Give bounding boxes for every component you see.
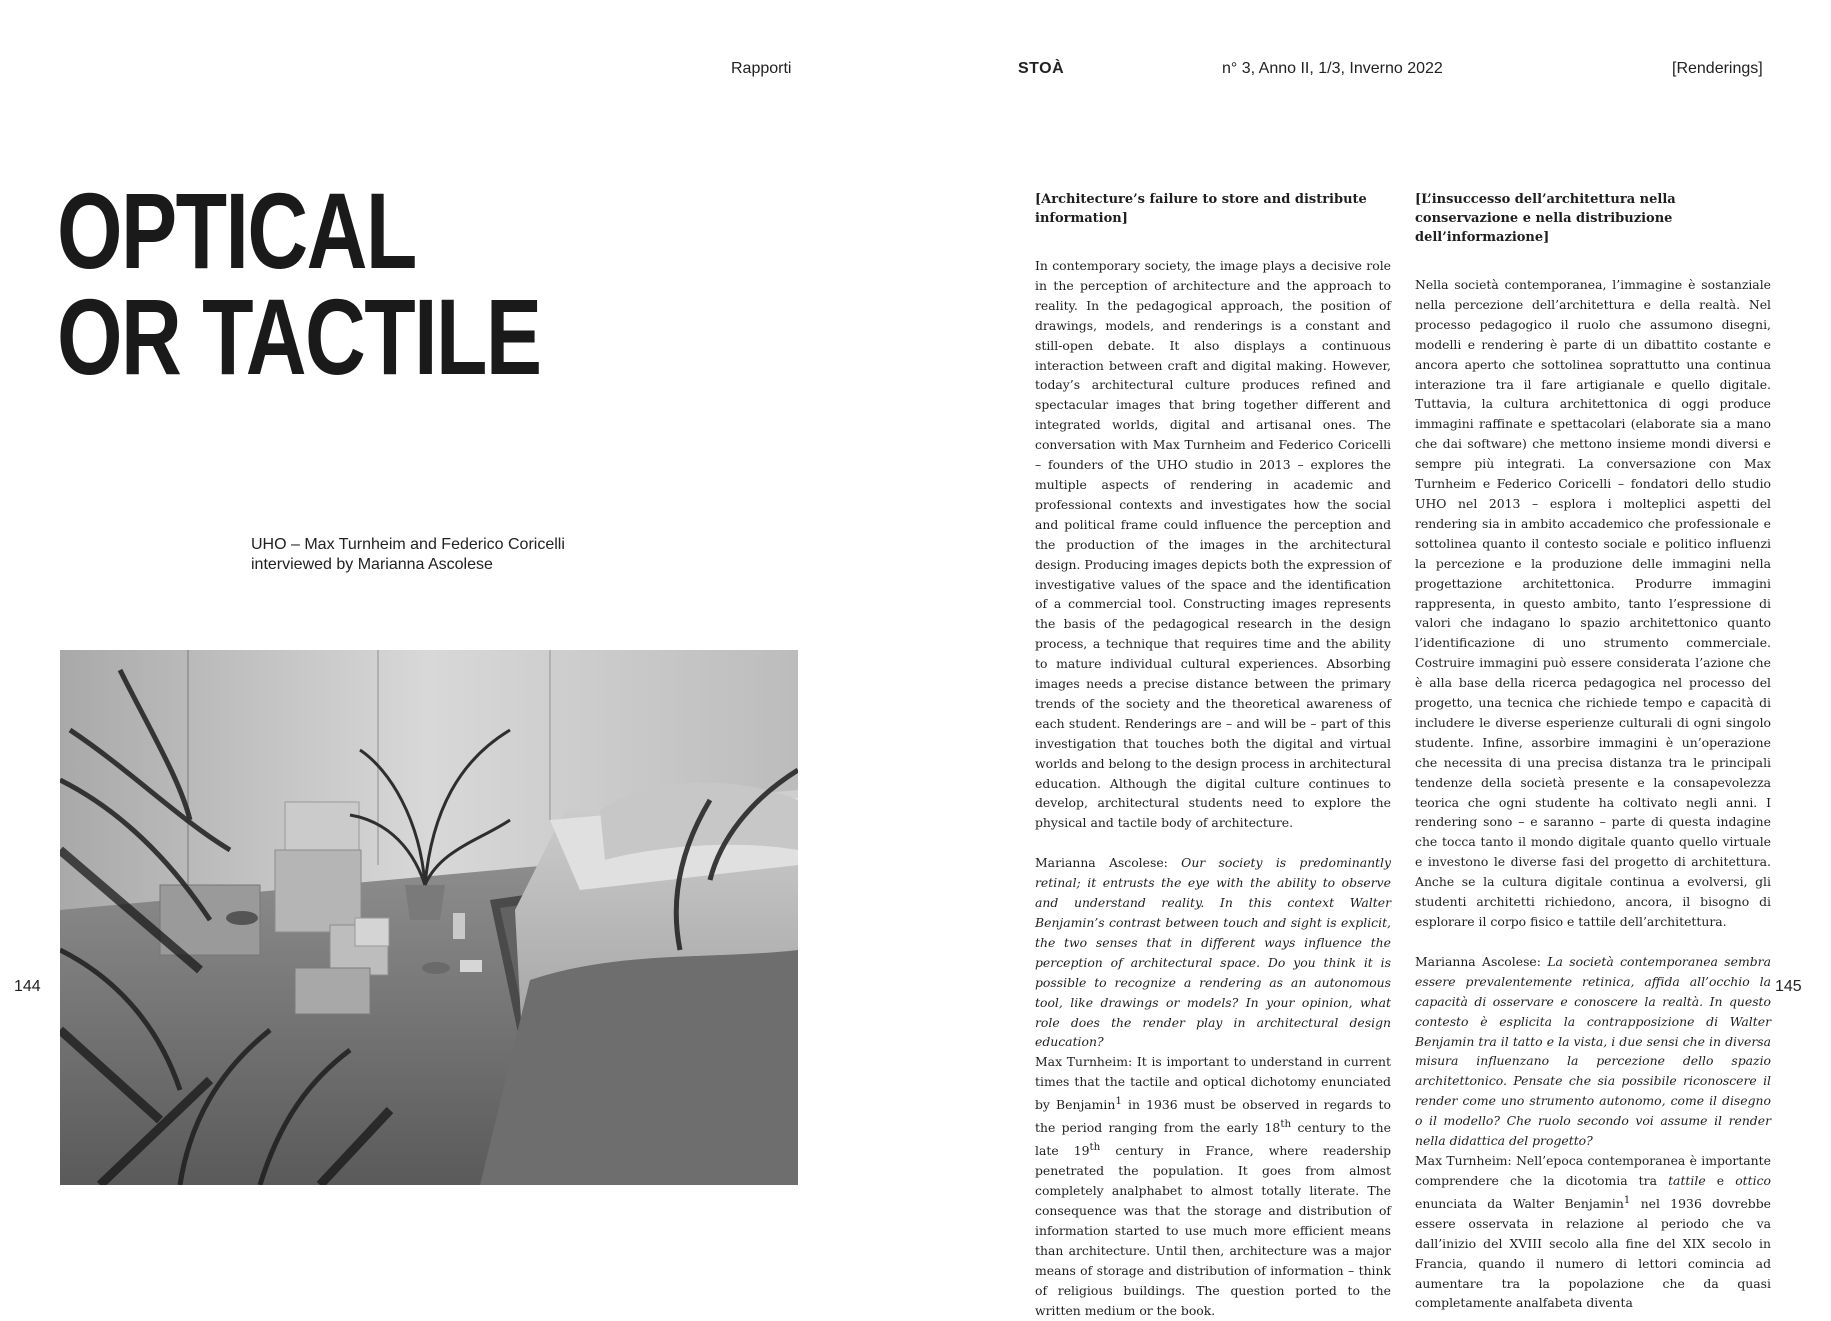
english-ordinal-sup-2: th [1089, 1141, 1101, 1154]
english-question-speaker: Marianna Ascolese: [1035, 855, 1168, 871]
english-question [1035, 853, 1391, 1052]
italian-intro: Nella società contemporanea, l’immagine è sostanziale nella percezione dell’architettura e della realtà. Nel processo pedagogico il ruolo che assumono disegni, modelli e rendering è parte di un dibattito costante e ancora aperto che sottolinea soprattutto una continua interazione tra il fare artigianale e quello digitale. Tuttavia, la cultura architettonica di oggi produce immagini raffinate e spettacolari (elaborate sia a mano che dai software) che mettono insieme mondi diversi e sempre più integrati. La conversazione con Max Turnheim e Federico Coricelli – fondatori dello studio UHO nel 2013 – esplora i molteplici aspetti del rendering sia in ambito accademico che professionale e sottolinea quanto il contesto sociale e politico influenzi la percezione e la produzione delle immagini nella progettazione architettonica. Produrre immagini rappresenta, in questo ambito, tanto l’espressione di valori che indagano lo spazio architettonico quanto l’identificazione di uno strumento commerciale. Costruire immagini può essere considerata l’azione che è alla base della ricerca pedagogica nel processo del progetto, una tecnica che richiede tempo e capacità di includere le diverse esperienze culturali di ogni singolo studente. Infine, assorbire immagini è un’operazione che necessita di una precisa distanza tra le principali tendenze della società presente e la consapevolezza teorica che ogni studente ha coltivato negli anni. I rendering sono – e saranno – parte di questa indagine che tocca tanto il mondo digitale quanto quello virtuale e investono le diverse fasi del progetto di architettura. Anche se la cultura digitale continua a evolversi, gli studenti architetti richiedono, ancora, il bisogno di esplorare il corpo fisico e tattile dell’architettura. [1415, 277, 1771, 929]
italian-heading: [L’insuccesso dell’architettura nella conservazione e nella distribuzione dell’informazione] [1415, 192, 1676, 245]
english-question-text: Our society is predominantly retinal; it entrusts the eye with the ability to observe and understand reality. In this context Walter Benjamin’s contrast between touch and sight is explicit, the two senses that in different ways influence the perception of architectural space. Do you think it is possible to recognize a rendering as an autonomous tool, like drawings or models? In your opinion, what role does the render play in architectural design education? [1035, 855, 1391, 1050]
english-answer-speaker: Max Turnheim: [1035, 1054, 1133, 1070]
italian-question [1415, 952, 1771, 1151]
article-title [57, 170, 541, 397]
header-category: [Renderings] [1672, 60, 1763, 77]
byline [251, 535, 565, 575]
italian-answer-em-1: tattile [1668, 1172, 1706, 1188]
english-answer [1035, 1052, 1391, 1320]
english-footnote-ref: 1 [1115, 1095, 1122, 1108]
header-journal: STOÀ [1018, 60, 1065, 77]
english-answer-text-3: century to the late 19 [1035, 1120, 1391, 1159]
english-answer-text-1: It is important to understand in current times that the tactile and optical dichotomy enunciated by Benjamin [1035, 1054, 1391, 1113]
italian-answer-text-2: e [1705, 1172, 1736, 1188]
italian-answer [1415, 1151, 1771, 1313]
italian-question-text: La società contemporanea sembra essere prevalentemente retinica, affida all’occhio la capacità di osservare e conoscere la realtà. In questo contesto è esplicita la contrapposizione di Walter Benjamin tra il tatto e la vista, i due sensi che in diversa misura influenzano la percezione dello spazio architettonico. Pensate che sia possibile riconoscere il render come uno strumento autonomo, come il disegno o il modello? Che ruolo secondo voi assume il render nella didattica del progetto? [1415, 953, 1771, 1149]
italian-answer-text-3: enunciata da Walter Benjamin [1415, 1195, 1624, 1211]
english-answer-text-4: century in France, where readership penetrated the population. It goes from almost completely analphabet to almost totally literate. The consequence was that the storage and distribution of information started to use much more efficient means than architecture. Until then, architecture was a major means of storage and distribution of information – think of religious buildings. The question ported to the written medium or the book. [1035, 1143, 1392, 1318]
italian-question-speaker: Marianna Ascolese: [1415, 953, 1541, 969]
byline-line-1: UHO – Max Turnheim and Federico Coricelli [251, 536, 565, 553]
italian-column [1415, 190, 1771, 1313]
italian-answer-text-4: nel 1936 dovrebbe essere osservata in relazione al periodo che va dall’inizio del XVIII secolo alla fine del XIX secolo in Francia, quando il numero di lettori comincia ad aumentare tra la popolazione che da quasi completamente analfabeta diventa [1415, 1195, 1771, 1311]
page-number-left: 144 [14, 978, 41, 995]
italian-footnote-ref: 1 [1623, 1193, 1631, 1206]
english-answer-text-2: in 1936 must be observed in regards to the period ranging from the early 18 [1035, 1097, 1391, 1136]
english-ordinal-sup-1: th [1280, 1118, 1292, 1131]
article-title-line-2: OR TACTILE [57, 276, 541, 397]
article-title-line-1: OPTICAL [57, 170, 416, 291]
page-number-right: 145 [1775, 978, 1802, 995]
italian-answer-text-1: Nell’epoca contemporanea è importante comprendere che la dicotomia tra [1415, 1152, 1771, 1188]
english-heading: [Architecture’s failure to store and distribute information] [1035, 192, 1367, 226]
italian-answer-speaker: Max Turnheim: [1415, 1152, 1512, 1168]
interior-photo [60, 650, 798, 1185]
byline-line-2: interviewed by Marianna Ascolese [251, 556, 493, 573]
english-intro: In contemporary society, the image plays a decisive role in the perception of architecture and the approach to reality. In the pedagogical approach, the position of drawings, models, and renderings is a constant and still-open debate. It also displays a continuous interaction between craft and digital making. However, today’s architectural culture produces refined and spectacular images that bring together different and integrated worlds, digital and artisanal ones. The conversation with Max Turnheim and Federico Coricelli – founders of the UHO studio in 2013 – explores the multiple aspects of rendering in academic and professional contexts and investigates how the social and political frame could influence the perception and the production of the images in the architectural design. Producing images depicts both the expression of investigative values of the space and the identification of a commercial tool. Constructing images represents the basis of the pedagogical research in the design process, a technique that requires time and the ability to mature individual cultural experiences. Absorbing images needs a precise distance between the primary trends of the society and the theoretical awareness of each student. Renderings are – and will be – part of this investigation that touches both the digital and virtual worlds and belong to the design process in architectural education. Although the digital culture continues to develop, architectural students need to explore the physical and tactile body of architecture. [1035, 258, 1391, 831]
header-section: Rapporti [731, 60, 792, 77]
header-issue: n° 3, Anno II, 1/3, Inverno 2022 [1222, 60, 1443, 77]
italian-answer-em-2: ottico [1735, 1172, 1771, 1188]
english-column [1035, 190, 1391, 1321]
